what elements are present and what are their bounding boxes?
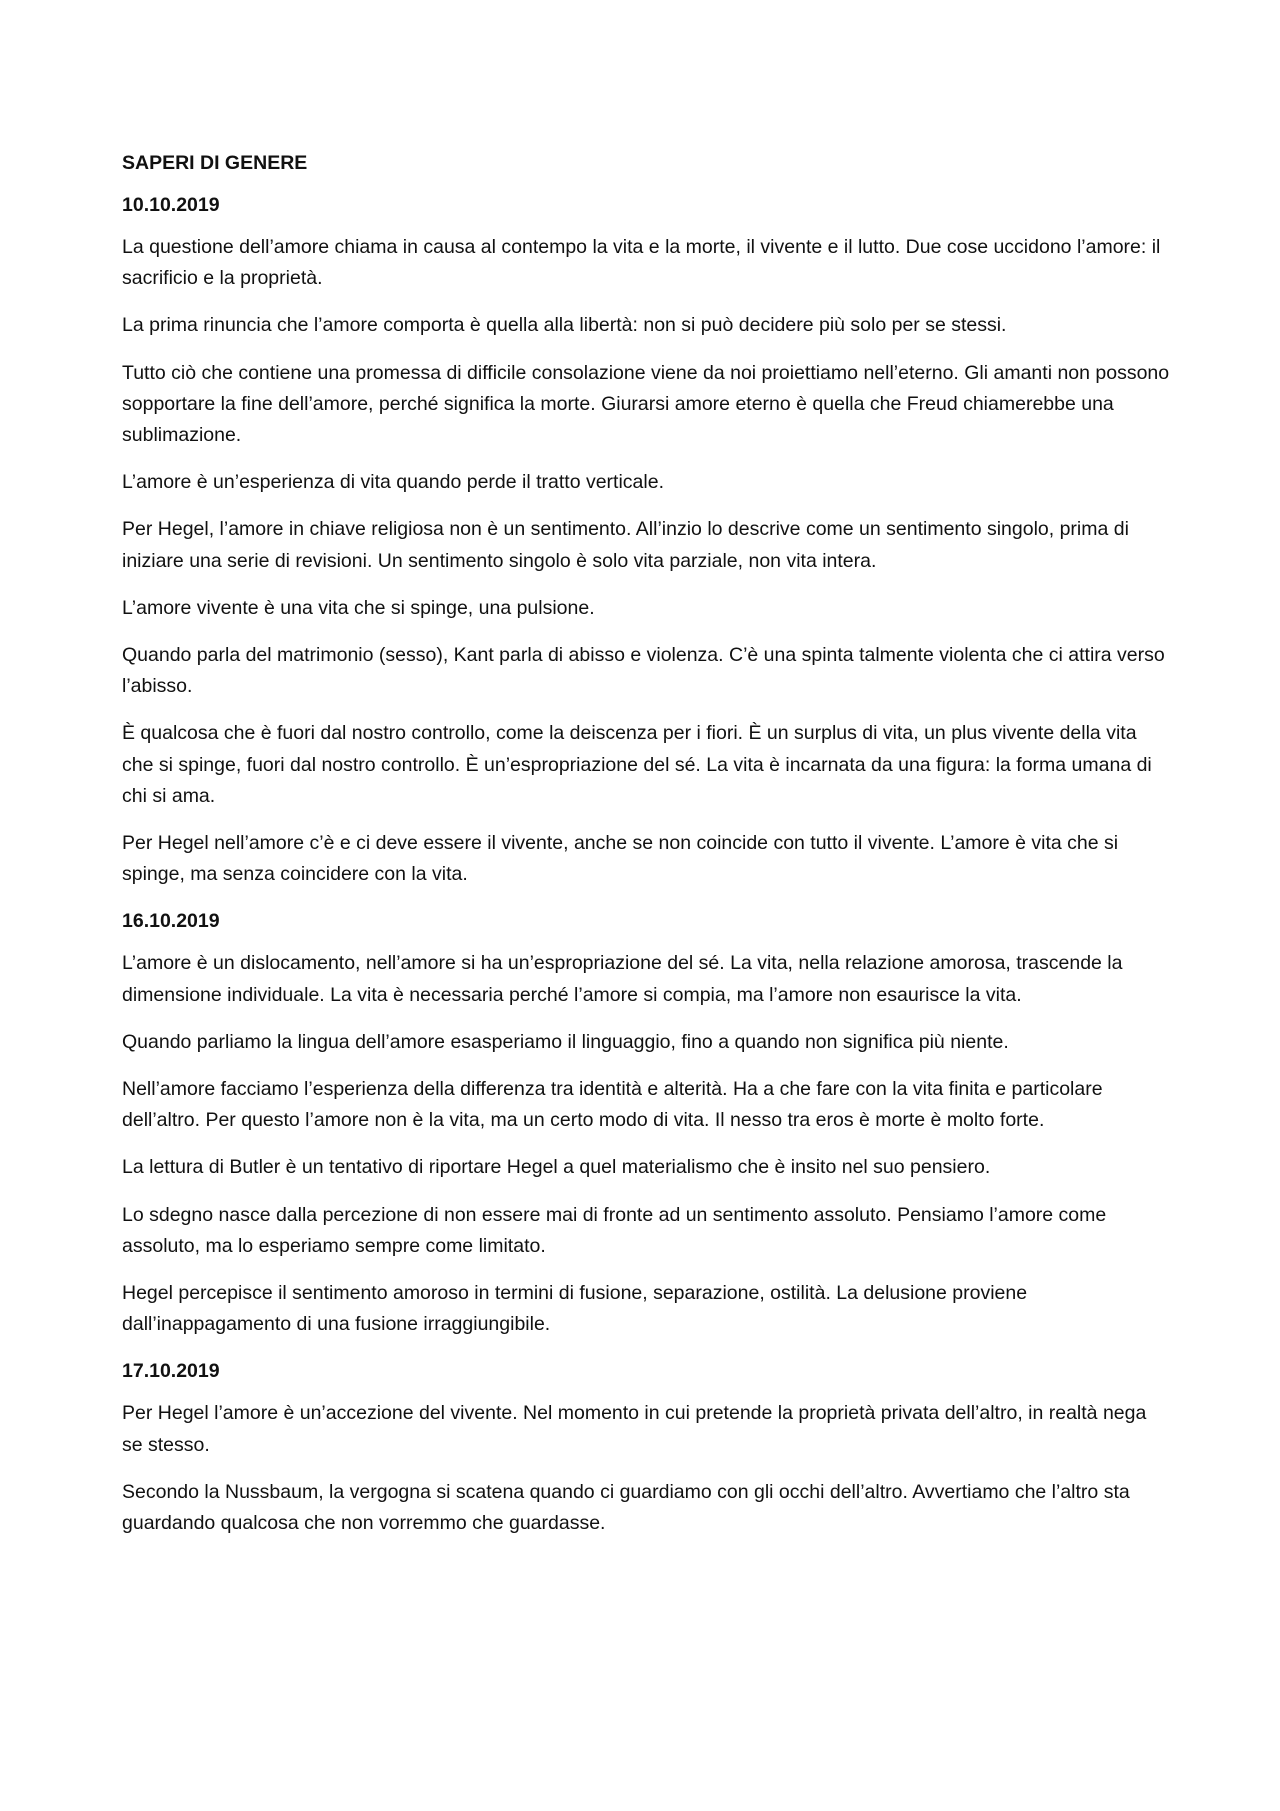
paragraph: Secondo la Nussbaum, la vergogna si scatena quando ci guardiamo con gli occhi dell’altro. Avvertiamo che l’altro sta guardando qualcosa che non vorremmo che guardasse. (122, 1480, 1130, 1535)
paragraph: La questione dell’amore chiama in causa al contempo la vita e la morte, il vivente e il lutto. Due cose uccidono l’amore: il sacrificio e la proprietà. (122, 236, 1161, 290)
paragraph: L’amore è un’esperienza di vita quando perde il tratto verticale. (122, 471, 664, 494)
paragraph: L’amore vivente è una vita che si spinge, una pulsione. (122, 596, 595, 619)
document-title: SAPERI DI GENERE (122, 152, 308, 174)
paragraph: Nell’amore facciamo l’esperienza della differenza tra identità e alterità. Ha a che fare con la vita finita e particolare dell’altro. Per questo l’amore non è la vita, ma un certo modo di vita. Il nesso tra eros è morte è molto forte. (122, 1078, 1103, 1132)
section-2019-10-10 (122, 190, 1172, 890)
section-date: 16.10.2019 (122, 910, 220, 933)
paragraph: La prima rinuncia che l’amore comporta è quella alla libertà: non si può decidere più solo per se stessi. (122, 314, 1007, 337)
paragraph: Quando parliamo la lingua dell’amore esasperiamo il linguaggio, fino a quando non significa più niente. (122, 1030, 1009, 1053)
paragraph: Quando parla del matrimonio (sesso), Kant parla di abisso e violenza. C’è una spinta talmente violenta che ci attira verso l’abisso. (122, 644, 1165, 698)
section-2019-10-16 (122, 906, 1172, 1340)
paragraph: Lo sdegno nasce dalla percezione di non essere mai di fronte ad un sentimento assoluto. Pensiamo l’amore come assoluto, ma lo esperiamo sempre come limitato. (122, 1203, 1107, 1257)
paragraph: È qualcosa che è fuori dal nostro controllo, come la deiscenza per i fiori. È un surplus di vita, un plus vivente della vita che si spinge, fuori dal nostro controllo. È un’espropriazione del sé. La vita è incarnata da una figura: la forma umana di chi si ama. (122, 722, 1152, 807)
section-date: 10.10.2019 (122, 194, 220, 216)
paragraph: L’amore è un dislocamento, nell’amore si ha un’espropriazione del sé. La vita, nella relazione amorosa, trascende la dimensione individuale. La vita è necessaria perché l’amore si compia, ma l’amore non esaurisce la vita. (122, 952, 1123, 1006)
document-page (122, 148, 1172, 1555)
paragraph: Hegel percepisce il sentimento amoroso in termini di fusione, separazione, ostilità. La delusione proviene dall’inappagamento di una fusione irraggiungibile. (122, 1282, 1028, 1336)
paragraph: Per Hegel, l’amore in chiave religiosa non è un sentimento. All’inzio lo descrive come un sentimento singolo, prima di iniziare una serie di revisioni. Un sentimento singolo è solo vita parziale, non vita intera. (122, 518, 1129, 572)
paragraph: Tutto ciò che contiene una promessa di difficile consolazione viene da noi proiettiamo nell’eterno. Gli amanti non possono sopportare la fine dell’amore, perché significa la morte. Giurarsi amore eterno è quella che Freud chiamerebbe una sublimazione. (122, 361, 1170, 447)
paragraph: Per Hegel nell’amore c’è e ci deve essere il vivente, anche se non coincide con tutto il vivente. L’amore è vita che si spinge, ma senza coincidere con la vita. (122, 832, 1119, 886)
section-2019-10-17 (122, 1356, 1172, 1539)
paragraph: La lettura di Butler è un tentativo di riportare Hegel a quel materialismo che è insito nel suo pensiero. (122, 1156, 991, 1179)
paragraph: Per Hegel l’amore è un’accezione del vivente. Nel momento in cui pretende la proprietà privata dell’altro, in realtà nega se stesso. (122, 1402, 1147, 1456)
section-date: 17.10.2019 (122, 1360, 220, 1383)
